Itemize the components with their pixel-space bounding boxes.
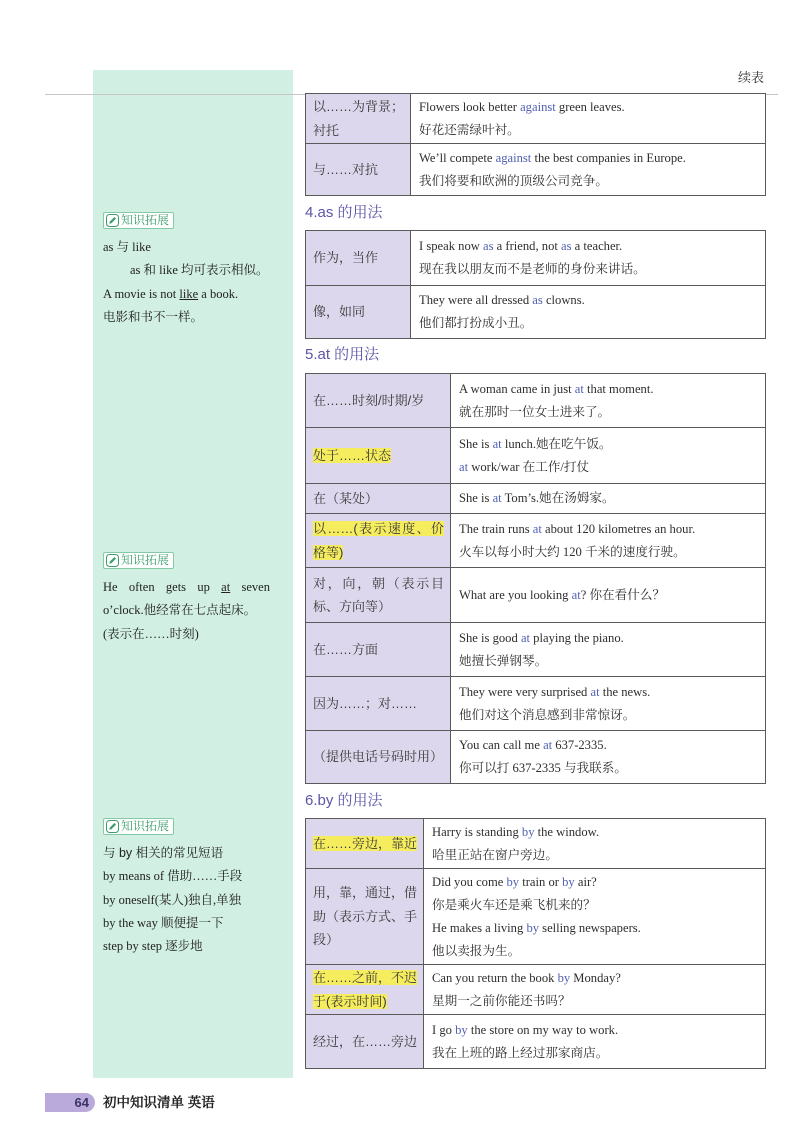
preposition-keyword: by — [506, 874, 520, 889]
example-line — [459, 627, 624, 650]
knowledge-line — [103, 599, 283, 622]
preposition-keyword: by — [521, 824, 535, 839]
example-text: work/war 在工作/打仗 — [468, 459, 590, 474]
example-text: that moment. — [583, 381, 654, 396]
highlighted-usage-text: 处于……状态 — [313, 447, 392, 463]
usage-text: 以……为背景；衬托 — [313, 99, 405, 138]
table-row — [306, 731, 765, 784]
knowledge-line — [103, 306, 283, 329]
example-text: playing the piano. — [530, 630, 624, 645]
example-line — [459, 584, 665, 607]
knowledge-text-segment: by oneself(某人)独自,单独 — [103, 892, 242, 907]
continued-table-label: 续表 — [738, 70, 765, 85]
example-cell — [424, 1015, 765, 1068]
example-lines — [459, 681, 650, 727]
preposition-keyword: by — [455, 1022, 468, 1037]
table-row — [306, 677, 765, 731]
usage-label-cell — [306, 428, 451, 483]
example-lines — [459, 518, 695, 564]
example-line — [419, 96, 625, 119]
usage-label — [313, 389, 444, 413]
example-text: They were very surprised — [459, 684, 591, 699]
example-line — [419, 258, 646, 281]
usage-label-cell — [306, 623, 451, 676]
example-text: Can you return the book — [432, 970, 558, 985]
usage-label-cell — [306, 819, 424, 868]
table-row — [306, 1015, 765, 1069]
usage-label — [313, 966, 417, 1013]
usage-label — [313, 158, 404, 182]
table-row — [306, 231, 765, 286]
example-text: 你可以打 637-2335 与我联系。 — [459, 761, 627, 775]
book-title: 初中知识清单 英语 — [103, 1095, 215, 1110]
table-row — [306, 286, 765, 339]
example-line — [459, 456, 612, 479]
example-line — [419, 147, 686, 170]
example-text: A woman came in just — [459, 381, 575, 396]
example-text: I speak now — [419, 239, 484, 253]
example-text: 他们都打扮成小丑。 — [419, 316, 533, 330]
example-text: What are you looking — [459, 587, 572, 602]
usage-text: 在（某处） — [313, 490, 379, 506]
preposition-keyword: by — [526, 920, 540, 935]
usage-label — [313, 832, 417, 856]
pencil-note-icon — [106, 214, 119, 227]
usage-text: 对，向，朝（表示目标、方向等） — [313, 575, 444, 614]
usage-table — [305, 230, 766, 339]
example-cell — [451, 514, 765, 567]
usage-label — [313, 487, 444, 511]
knowledge-expansion-badge — [103, 212, 174, 229]
underlined-keyword: like — [179, 286, 199, 301]
example-text: You can call me — [459, 738, 544, 752]
knowledge-text — [103, 576, 283, 646]
example-text: She is — [459, 491, 493, 505]
knowledge-line — [103, 912, 283, 935]
example-text: a friend, not — [493, 239, 562, 253]
example-line — [459, 650, 624, 673]
example-lines — [419, 289, 585, 335]
knowledge-text-segment: as 与 like — [103, 240, 151, 254]
usage-text: 经过，在……旁边 — [313, 1033, 418, 1049]
example-cell — [451, 428, 765, 483]
badge-label: 知识拓展 — [121, 553, 170, 567]
usage-label-cell — [306, 144, 411, 195]
example-line — [459, 487, 615, 510]
table-row — [306, 428, 765, 484]
example-text: Flowers look better — [419, 99, 521, 114]
example-cell — [451, 731, 765, 783]
example-text: the store on my way to work. — [467, 1022, 619, 1037]
example-text: air? — [574, 874, 597, 889]
table-row — [306, 869, 765, 965]
knowledge-line — [103, 865, 283, 888]
knowledge-expansion-box — [103, 212, 283, 329]
usage-label — [313, 246, 404, 270]
preposition-keyword: as — [532, 293, 543, 307]
usage-table — [305, 93, 766, 196]
example-line — [432, 1042, 618, 1065]
example-text: Tom’s.她在汤姆家。 — [501, 491, 615, 505]
example-line — [459, 433, 612, 456]
example-cell — [411, 231, 765, 285]
example-lines — [432, 1019, 618, 1065]
knowledge-text-segment: a book. — [198, 286, 239, 301]
usage-label-cell — [306, 484, 451, 513]
badge-label: 知识拓展 — [121, 819, 170, 833]
example-text: the news. — [599, 684, 651, 699]
example-line — [432, 894, 641, 917]
example-line — [432, 821, 599, 844]
example-line — [459, 378, 653, 401]
example-text: Did you come — [432, 874, 507, 889]
example-line — [432, 844, 599, 867]
example-text: 星期一之前你能还书吗？ — [432, 993, 571, 1008]
example-line — [459, 704, 650, 727]
usage-label — [313, 745, 444, 769]
example-text: Monday? — [570, 970, 621, 985]
example-lines — [459, 433, 612, 479]
example-text: She is — [459, 436, 493, 451]
table-row — [306, 144, 765, 196]
example-lines — [459, 584, 665, 607]
preposition-keyword: at — [520, 630, 531, 645]
usage-text: 像，如同 — [313, 304, 366, 320]
knowledge-line — [103, 623, 283, 646]
knowledge-text — [103, 842, 283, 958]
example-text: 我在上班的路上经过那家商店。 — [432, 1045, 609, 1060]
preposition-keyword: against — [520, 99, 556, 114]
knowledge-text — [103, 236, 283, 329]
highlighted-usage-text: 以……(表示速度、价格等) — [313, 521, 444, 560]
knowledge-text-segment: seven — [230, 580, 270, 594]
page-number: 64 — [45, 1093, 95, 1112]
example-text: 他们对这个消息感到非常惊讶。 — [459, 707, 636, 722]
usage-label-cell — [306, 514, 451, 567]
example-text: about 120 kilometres an hour. — [541, 521, 696, 536]
section-heading: 4.as 的用法 — [305, 204, 383, 221]
example-lines — [419, 235, 646, 281]
example-text: ? 你在看什么？ — [580, 587, 666, 602]
usage-label-cell — [306, 1015, 424, 1068]
example-line — [419, 235, 646, 258]
example-text: Harry is standing — [432, 824, 522, 839]
usage-text: 用，靠，通过，借助（表示方式、手段） — [313, 885, 418, 948]
example-line — [419, 312, 585, 335]
knowledge-text-segment: step by step 逐步地 — [103, 939, 203, 954]
example-text: The train runs — [459, 521, 533, 536]
example-line — [419, 170, 686, 193]
usage-label — [313, 95, 404, 142]
underlined-keyword: at — [221, 580, 231, 594]
table-row — [306, 484, 765, 514]
preposition-keyword: by — [562, 874, 575, 889]
example-line — [459, 681, 650, 704]
example-line — [419, 289, 585, 312]
example-text: 就在那时一位女士进来了。 — [459, 404, 611, 419]
example-text: selling newspapers. — [539, 920, 641, 935]
table-row — [306, 965, 765, 1015]
preposition-keyword: at — [492, 436, 502, 451]
usage-text: 因为……；对…… — [313, 695, 418, 711]
example-cell — [451, 374, 765, 427]
knowledge-text-segment: 电影和书不一样。 — [103, 309, 204, 324]
preposition-keyword: by — [557, 970, 571, 985]
usage-label — [313, 300, 404, 324]
usage-label-cell — [306, 869, 424, 964]
knowledge-text-segment: 与 by 相关的常见短语 — [103, 846, 224, 860]
preposition-keyword: at — [492, 491, 502, 505]
example-line — [432, 871, 641, 894]
example-lines — [459, 627, 624, 673]
usage-table — [305, 373, 766, 784]
usage-label — [313, 444, 444, 468]
example-text: 现在我以朋友而不是老师的身份来讲话。 — [419, 262, 646, 276]
table-row — [306, 514, 765, 568]
table-row — [306, 94, 765, 144]
example-cell — [424, 819, 765, 868]
preposition-keyword: at — [459, 459, 469, 474]
example-cell — [411, 286, 765, 338]
knowledge-expansion-box — [103, 552, 283, 646]
example-text: clowns. — [542, 293, 585, 307]
usage-label-cell — [306, 231, 411, 285]
example-lines — [459, 734, 627, 780]
example-text: 哈里正站在窗户旁边。 — [432, 847, 558, 862]
knowledge-text-segment: A movie is not — [103, 286, 180, 301]
example-cell — [451, 677, 765, 730]
example-line — [432, 1019, 618, 1042]
usage-text: 作为，当作 — [313, 250, 379, 266]
knowledge-line — [103, 236, 283, 259]
example-text: a teacher. — [571, 239, 623, 253]
knowledge-line — [103, 935, 283, 958]
knowledge-line — [103, 283, 283, 306]
usage-label — [313, 881, 417, 952]
example-text: I go — [432, 1022, 456, 1037]
usage-label-cell — [306, 965, 424, 1014]
table-row — [306, 568, 765, 623]
usage-label-cell — [306, 286, 411, 338]
highlighted-usage-text: 在……之前，不迟于(表示时间) — [313, 970, 418, 1009]
example-line — [432, 940, 641, 963]
example-text: lunch.她在吃午饭。 — [501, 436, 612, 451]
example-cell — [424, 965, 765, 1014]
usage-label-cell — [306, 731, 451, 783]
example-cell — [451, 623, 765, 676]
example-text: We’ll compete — [419, 150, 496, 165]
example-line — [419, 119, 625, 142]
knowledge-expansion-box — [103, 818, 283, 958]
preposition-keyword: as — [483, 239, 494, 253]
example-text: 我们将要和欧洲的顶级公司竞争。 — [419, 173, 608, 188]
preposition-keyword: at — [574, 381, 584, 396]
example-line — [432, 917, 641, 940]
example-text: 他以卖报为生。 — [432, 943, 521, 958]
usage-label — [313, 517, 444, 564]
example-text: 她擅长弹钢琴。 — [459, 653, 548, 668]
example-lines — [459, 487, 615, 510]
example-line — [459, 541, 695, 564]
section-heading: 6.by 的用法 — [305, 792, 383, 809]
usage-label — [313, 572, 444, 619]
example-line — [459, 757, 627, 780]
knowledge-line — [103, 576, 270, 599]
example-line — [459, 401, 653, 424]
usage-label-cell — [306, 568, 451, 622]
usage-label-cell — [306, 374, 451, 427]
example-text: 你是乘火车还是乘飞机来的？ — [432, 897, 596, 912]
preposition-keyword: at — [590, 684, 600, 699]
usage-text: 在……方面 — [313, 641, 379, 657]
table-row — [306, 623, 765, 677]
preposition-keyword: at — [571, 587, 581, 602]
pencil-note-icon — [106, 820, 119, 833]
example-cell — [411, 144, 765, 195]
example-text: He makes a living — [432, 920, 527, 935]
example-cell — [451, 484, 765, 513]
example-text: train or — [519, 874, 563, 889]
usage-text: 与……对抗 — [313, 161, 379, 177]
preposition-keyword: at — [543, 738, 553, 752]
example-lines — [432, 967, 621, 1013]
example-lines — [419, 96, 625, 142]
example-lines — [419, 147, 686, 193]
example-line — [459, 518, 695, 541]
table-row — [306, 819, 765, 869]
example-text: green leaves. — [555, 99, 625, 114]
knowledge-text-segment: He often gets up — [103, 580, 222, 594]
knowledge-line — [103, 889, 283, 912]
pencil-note-icon — [106, 554, 119, 567]
table-row — [306, 374, 765, 428]
usage-text: 在……时刻/时期/岁 — [313, 392, 425, 408]
knowledge-expansion-badge — [103, 552, 174, 569]
example-text: the best companies in Europe. — [531, 150, 686, 165]
knowledge-line — [103, 259, 283, 282]
example-text: She is good — [459, 630, 521, 645]
example-lines — [459, 378, 653, 424]
knowledge-text-segment: (表示在……时刻) — [103, 626, 199, 641]
knowledge-text-segment: o’clock.他经常在七点起床。 — [103, 603, 257, 618]
knowledge-text-segment: by means of 借助……手段 — [103, 869, 243, 884]
section-heading: 5.at 的用法 — [305, 346, 380, 363]
example-cell — [411, 94, 765, 143]
example-cell — [424, 869, 765, 964]
example-text: They were all dressed — [419, 293, 533, 307]
usage-table — [305, 818, 766, 1069]
example-cell — [451, 568, 765, 622]
example-lines — [432, 871, 641, 963]
example-text: 好花还需绿叶衬。 — [419, 122, 520, 137]
knowledge-line — [103, 842, 283, 865]
knowledge-expansion-badge — [103, 818, 174, 835]
example-text: 火车以每小时大约 120 千米的速度行驶。 — [459, 544, 686, 559]
badge-label: 知识拓展 — [121, 213, 170, 227]
usage-label-cell — [306, 94, 411, 143]
usage-label — [313, 1030, 417, 1054]
example-text: 637-2335. — [552, 738, 607, 752]
highlighted-usage-text: 在……旁边，靠近 — [313, 835, 418, 851]
preposition-keyword: against — [495, 150, 532, 165]
example-text: the window. — [534, 824, 600, 839]
example-lines — [432, 821, 599, 867]
preposition-keyword: at — [532, 521, 542, 536]
example-line — [432, 990, 621, 1013]
example-line — [459, 734, 627, 757]
knowledge-text-segment: by the way 顺便提一下 — [103, 915, 224, 930]
preposition-keyword: as — [561, 239, 572, 253]
usage-label — [313, 638, 444, 662]
usage-text: （提供电话号码时用） — [313, 749, 444, 765]
example-line — [432, 967, 621, 990]
usage-label — [313, 692, 444, 716]
knowledge-text-segment: as 和 like 均可表示相似。 — [130, 263, 269, 278]
usage-label-cell — [306, 677, 451, 730]
